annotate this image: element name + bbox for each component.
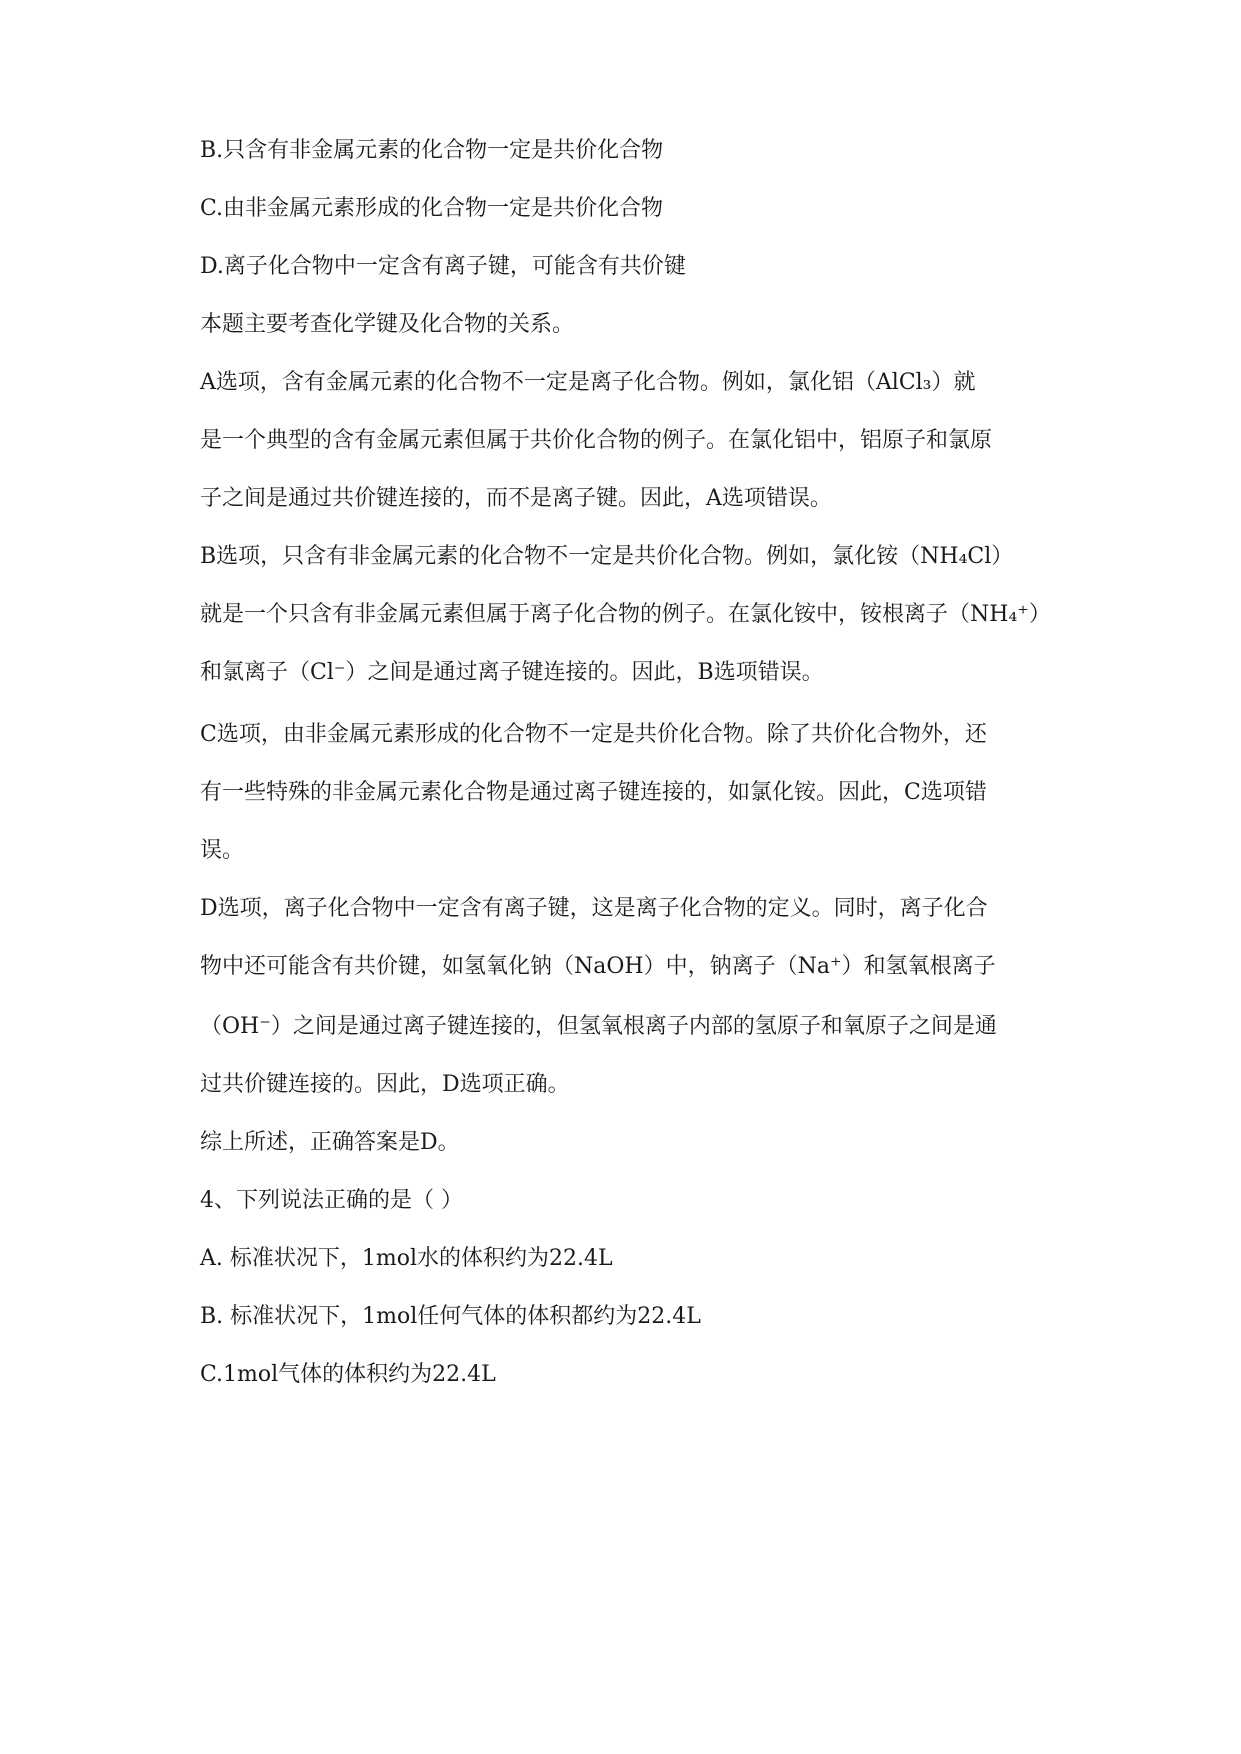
analysis-b-line-3: 和氯离子（Cl⁻）之间是通过离子键连接的。因此，B选项错误。 <box>200 660 824 685</box>
analysis-d-line-1: D选项，离子化合物中一定含有离子键，这是离子化合物的定义。同时，离子化合 <box>200 896 988 921</box>
analysis-a-line-1: A选项，含有金属元素的化合物不一定是离子化合物。例如，氯化铝（AlCl₃）就 <box>200 370 976 395</box>
question-4-option-b: B. 标准状况下，1mol任何气体的体积都约为22.4L <box>200 1304 701 1329</box>
analysis-intro: 本题主要考查化学键及化合物的关系。 <box>200 312 575 337</box>
analysis-d-line-4: 过共价键连接的。因此，D选项正确。 <box>200 1072 570 1097</box>
question-4-stem: 4、下列说法正确的是（ ） <box>200 1188 463 1213</box>
analysis-c-line-1: C选项，由非金属元素形成的化合物不一定是共价化合物。除了共价化合物外，还 <box>200 722 987 747</box>
option-b-line: B.只含有非金属元素的化合物一定是共价化合物 <box>200 138 664 163</box>
analysis-c-line-3: 误。 <box>200 838 245 863</box>
question-4-option-a: A. 标准状况下，1mol水的体积约为22.4L <box>200 1246 613 1271</box>
question-4-option-c: C.1mol气体的体积约为22.4L <box>200 1362 496 1387</box>
analysis-d-line-3: （OH⁻）之间是通过离子键连接的，但氢氧根离子内部的氢原子和氧原子之间是通 <box>200 1014 997 1039</box>
option-d-line: D.离子化合物中一定含有离子键，可能含有共价键 <box>200 254 686 279</box>
analysis-d-line-2: 物中还可能含有共价键，如氢氧化钠（NaOH）中，钠离子（Na⁺）和氢氧根离子 <box>200 954 996 979</box>
conclusion-line: 综上所述，正确答案是D。 <box>200 1130 460 1155</box>
analysis-c-line-2: 有一些特殊的非金属元素化合物是通过离子键连接的，如氯化铵。因此，C选项错 <box>200 780 987 805</box>
analysis-a-line-3: 子之间是通过共价键连接的，而不是离子键。因此，A选项错误。 <box>200 486 832 511</box>
analysis-b-line-2: 就是一个只含有非金属元素但属于离子化合物的例子。在氯化铵中，铵根离子（NH₄⁺） <box>200 602 1051 627</box>
option-c-line: C.由非金属元素形成的化合物一定是共价化合物 <box>200 196 664 221</box>
analysis-b-line-1: B选项，只含有非金属元素的化合物不一定是共价化合物。例如，氯化铵（NH₄Cl） <box>200 544 1014 569</box>
analysis-a-line-2: 是一个典型的含有金属元素但属于共价化合物的例子。在氯化铝中，铝原子和氯原 <box>200 428 993 453</box>
